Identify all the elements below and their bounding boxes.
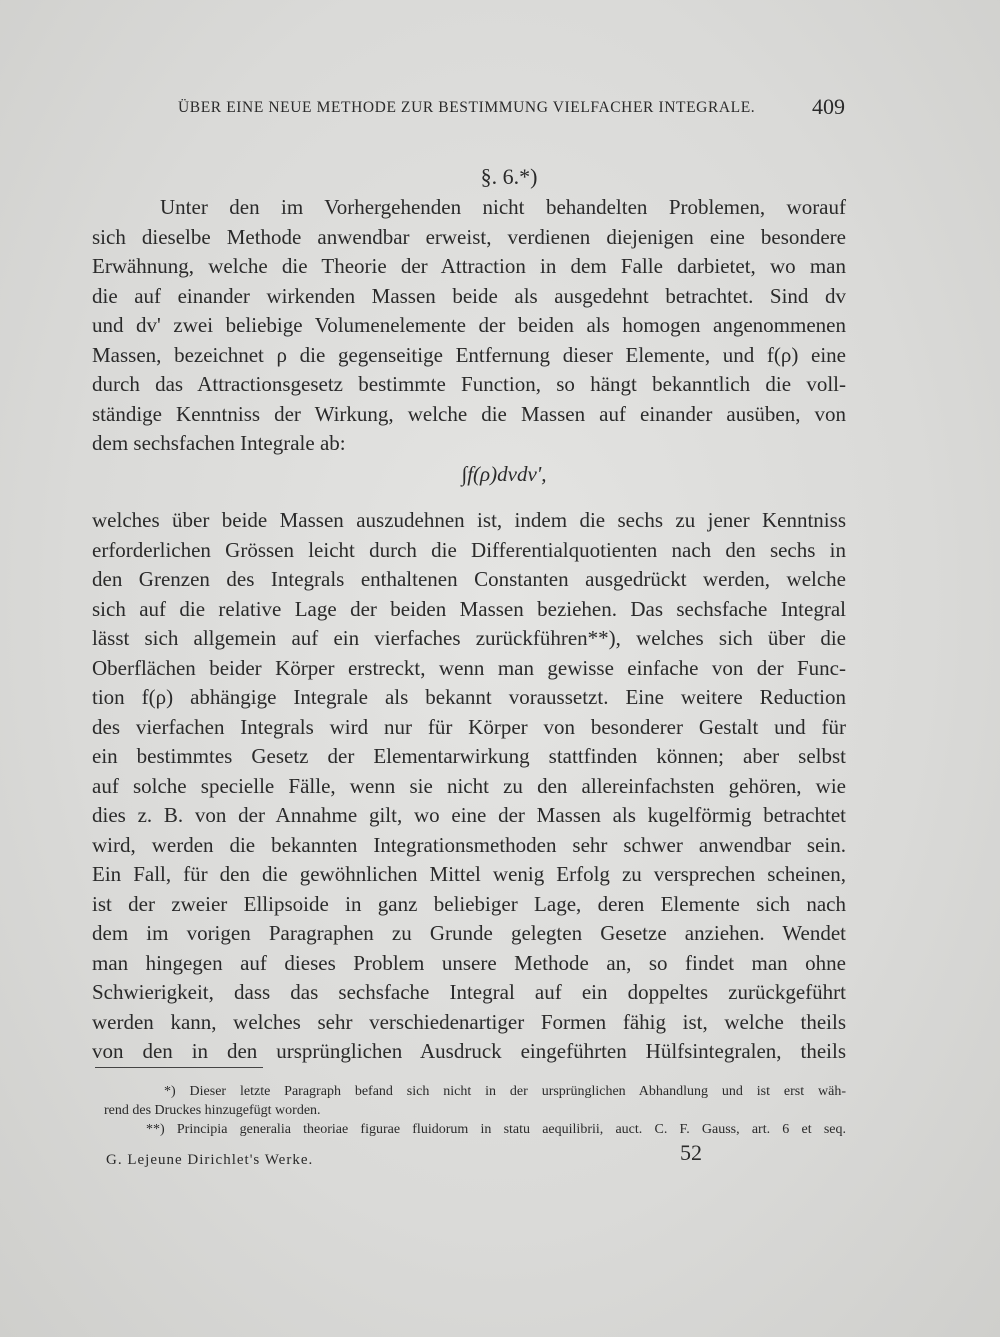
text-line: tion f(ρ) abhängige Integrale als bekannt voraussetzt. Eine weitere Reduction — [92, 685, 846, 709]
text-line: Schwierigkeit, dass das sechsfache Integral auf ein doppeltes zurückgeführt — [92, 980, 846, 1004]
paragraph-1 — [92, 193, 846, 459]
text-line: von den in den ursprünglichen Ausdruck eingeführten Hülfsintegralen, theils — [92, 1039, 846, 1063]
text-line: erforderlichen Grössen leicht durch die Differentialquotienten nach den sechs in — [92, 537, 846, 562]
text-line: werden kann, welches sehr verschiedenartiger Formen fähig ist, welche theils — [92, 1009, 846, 1034]
paragraph-2 — [92, 506, 846, 1067]
text-line: ist der zweier Ellipsoide in ganz beliebiger Lage, deren Elemente sich nach — [92, 891, 846, 916]
text-line: dies z. B. von der Annahme gilt, wo eine der Massen als kugelförmig betrachtet — [92, 803, 846, 827]
text-line: welches über beide Massen auszudehnen ist, indem die sechs zu jener Kenntniss — [92, 508, 846, 532]
footnote-divider — [95, 1067, 263, 1068]
footnote-1: *) Dieser letzte Paragraph befand sich nicht in der ursprünglichen Abhandlung und ist erst wäh- — [164, 1084, 846, 1099]
text-line: Massen, bezeichnet ρ die gegenseitige Entfernung dieser Elemente, und f(ρ) eine — [92, 342, 846, 367]
section-heading: §. 6.*) — [480, 164, 538, 189]
footnote-2: **) Principia generalia theoriae figurae fluidorum in statu aequilibrii, auct. C. F. Gauss, art. 6 et seq. — [146, 1122, 846, 1137]
text-line: die auf einander wirkenden Massen beide als ausgedehnt betrachtet. Sind dv — [92, 283, 846, 308]
text-line: man hingegen auf dieses Problem unsere Methode an, so findet man ohne — [92, 950, 846, 975]
text-line: ständige Kenntniss der Wirkung, welche die Massen auf einander ausüben, von — [92, 401, 846, 426]
printer-signature: 52 — [680, 1140, 702, 1165]
footnote-1-continuation: rend des Druckes hinzugefügt worden. — [104, 1103, 321, 1118]
text-line: dem im vorigen Paragraphen zu Grunde gelegten Gesetze anziehen. Wendet — [92, 921, 846, 945]
text-line: Unter den im Vorhergehenden nicht behandelten Problemen, worauf — [160, 195, 846, 219]
text-line: sich dieselbe Methode anwendbar erweist, verdienen diejenigen eine besondere — [92, 224, 846, 249]
text-line: und dv' zwei beliebige Volumenelemente der beiden als homogen angenommenen — [92, 313, 846, 337]
running-title: ÜBER EINE NEUE METHODE ZUR BESTIMMUNG VIELFACHER INTEGRALE. — [178, 99, 756, 116]
text-line: sich auf die relative Lage der beiden Massen beziehen. Das sechsfache Integral — [92, 596, 846, 621]
text-line: Oberflächen beider Körper erstreckt, wenn man gewisse einfache von der Func- — [92, 655, 846, 680]
text-line: Ein Fall, für den die gewöhnlichen Mittel wenig Erfolg zu versprechen scheinen, — [92, 862, 846, 886]
text-line: wird, werden die bekannten Integrationsmethoden sehr schwer anwendbar sein. — [92, 832, 846, 857]
footer-source: G. Lejeune Dirichlet's Werke. — [106, 1152, 314, 1168]
text-line: lässt sich allgemein auf ein vierfaches zurückführen**), welches sich über die — [92, 626, 846, 650]
footnotes — [106, 1082, 846, 1139]
text-line: ein bestimmtes Gesetz der Elementarwirkung stattfinden können; aber selbst — [92, 744, 846, 768]
text-line: Erwähnung, welche die Theorie der Attraction in dem Falle darbietet, wo man — [92, 254, 846, 278]
page-number: 409 — [812, 94, 845, 119]
running-header — [178, 94, 845, 119]
text-line: auf solche specielle Fälle, wenn sie nicht zu den allereinfachsten gehören, wie — [92, 773, 846, 798]
text-line: des vierfachen Integrals wird nur für Körper von besonderer Gestalt und für — [92, 714, 846, 739]
text-line: dem sechsfachen Integrale ab: — [92, 431, 346, 455]
integral-formula: ∫f(ρ)dvdv', — [461, 462, 547, 486]
text-line: den Grenzen des Integrals enthaltenen Constanten ausgedrückt werden, welche — [92, 567, 846, 591]
text-line: durch das Attractionsgesetz bestimmte Function, so hängt bekanntlich die voll- — [92, 372, 846, 396]
